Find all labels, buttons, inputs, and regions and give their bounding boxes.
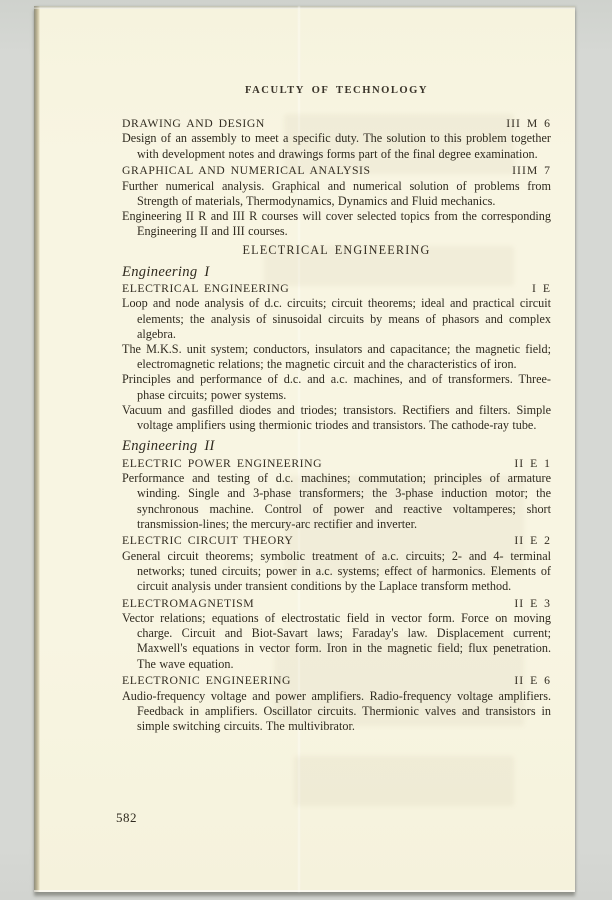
course-block-electric-circuit-theory <box>122 533 551 594</box>
course-code: II E 3 <box>514 596 551 610</box>
course-block-graphical-and-numerical-analysis <box>122 163 551 239</box>
course-description: Loop and node analysis of d.c. circuits; circuit theorems; ideal and practical circuit elements; the analysis of sinusoidal circuits by means of phasors and complex algebra. <box>122 296 551 341</box>
course-block-electronic-engineering <box>122 673 551 734</box>
course-code: II E 1 <box>514 456 551 470</box>
group-label-engineering-1: Engineering I <box>122 263 210 280</box>
course-title: ELECTRICAL ENGINEERING <box>122 282 290 296</box>
page-left-edge-shadow <box>34 6 40 892</box>
page-bottom-edge <box>34 890 575 892</box>
course-title: ELECTRONIC ENGINEERING <box>122 674 291 688</box>
course-title: GRAPHICAL AND NUMERICAL ANALYSIS <box>122 164 371 178</box>
course-heading <box>122 281 551 296</box>
course-description: The M.K.S. unit system; conductors, insulators and capacitance; the magnetic field; electromagnetic relations; the magnetic circuit and the characteristics of iron. <box>122 342 551 372</box>
course-block-electric-power-engineering <box>122 456 551 532</box>
course-heading <box>122 596 551 611</box>
course-title: ELECTRIC POWER ENGINEERING <box>122 456 323 470</box>
running-head: FACULTY OF TECHNOLOGY <box>244 85 429 96</box>
course-code: IIIM 7 <box>512 164 551 178</box>
course-heading <box>122 456 551 471</box>
course-description: General circuit theorems; symbolic treatment of a.c. circuits; 2- and 4- terminal networks; tuned circuits; power in a.c. systems; effect of harmonics. Elements of circuit analysis under transient conditions by the Laplace transform method. <box>122 548 551 594</box>
page-content <box>122 6 551 734</box>
course-heading <box>122 163 551 178</box>
course-code: I E <box>532 282 551 296</box>
course-description: Audio-frequency voltage and power amplifiers. Radio-frequency voltage amplifiers. Feedback in amplifiers. Oscillator circuits. Thermionic valves and transistors in simple switching circuits. The multivibrator. <box>122 688 551 733</box>
course-code: III M 6 <box>506 117 551 131</box>
course-block-electromagnetism <box>122 596 551 672</box>
page-number: 582 <box>116 810 137 825</box>
course-block-drawing-and-design <box>122 116 551 162</box>
course-code: II E 2 <box>514 534 551 548</box>
course-heading <box>122 533 551 548</box>
course-code: II E 6 <box>514 674 551 688</box>
book-page <box>34 6 575 892</box>
show-through-smudge <box>294 756 514 806</box>
course-block-electrical-engineering <box>122 281 551 433</box>
course-description: Further numerical analysis. Graphical and numerical solution of problems from Strength of materials, Thermodynamics, Dynamics and Fluid mechanics. <box>122 178 551 208</box>
course-description: Vacuum and gasfilled diodes and triodes; transistors. Rectifiers and filters. Simple voltage amplifiers using thermionic triodes and transistors. The cathode-ray tube. <box>122 402 551 433</box>
group-label-engineering-2: Engineering II <box>122 438 215 455</box>
course-title: ELECTRIC CIRCUIT THEORY <box>122 534 294 548</box>
course-description: Engineering II R and III R courses will cover selected topics from the corresponding Engineering II and III courses. <box>122 208 551 239</box>
course-description: Performance and testing of d.c. machines; commutation; principles of armature winding. Single and 3-phase transformers; the 3-phase induction motor; the synchronous machine. Control of power and reactive voltamperes; short transmission-lines; the mercury-arc rectifier and inverter. <box>122 471 551 531</box>
course-heading <box>122 116 551 131</box>
course-description: Principles and performance of d.c. and a.c. machines, and of transformers. Three-phase circuits; power systems. <box>122 372 551 402</box>
course-description: Design of an assembly to meet a specific duty. The solution to this problem together with development notes and drawings forms part of the final degree examination. <box>122 131 551 161</box>
course-description: Vector relations; equations of electrostatic field in vector form. Force on moving charge. Circuit and Biot-Savart laws; Faraday's law. Displacement current; Maxwell's equations in vector form. Iron in the magnetic field; flux penetration. The wave equation. <box>122 611 551 671</box>
course-title: ELECTROMAGNETISM <box>122 596 255 610</box>
course-heading <box>122 673 551 688</box>
course-title: DRAWING AND DESIGN <box>122 117 265 131</box>
section-heading-electrical-engineering: ELECTRICAL ENGINEERING <box>242 243 431 258</box>
